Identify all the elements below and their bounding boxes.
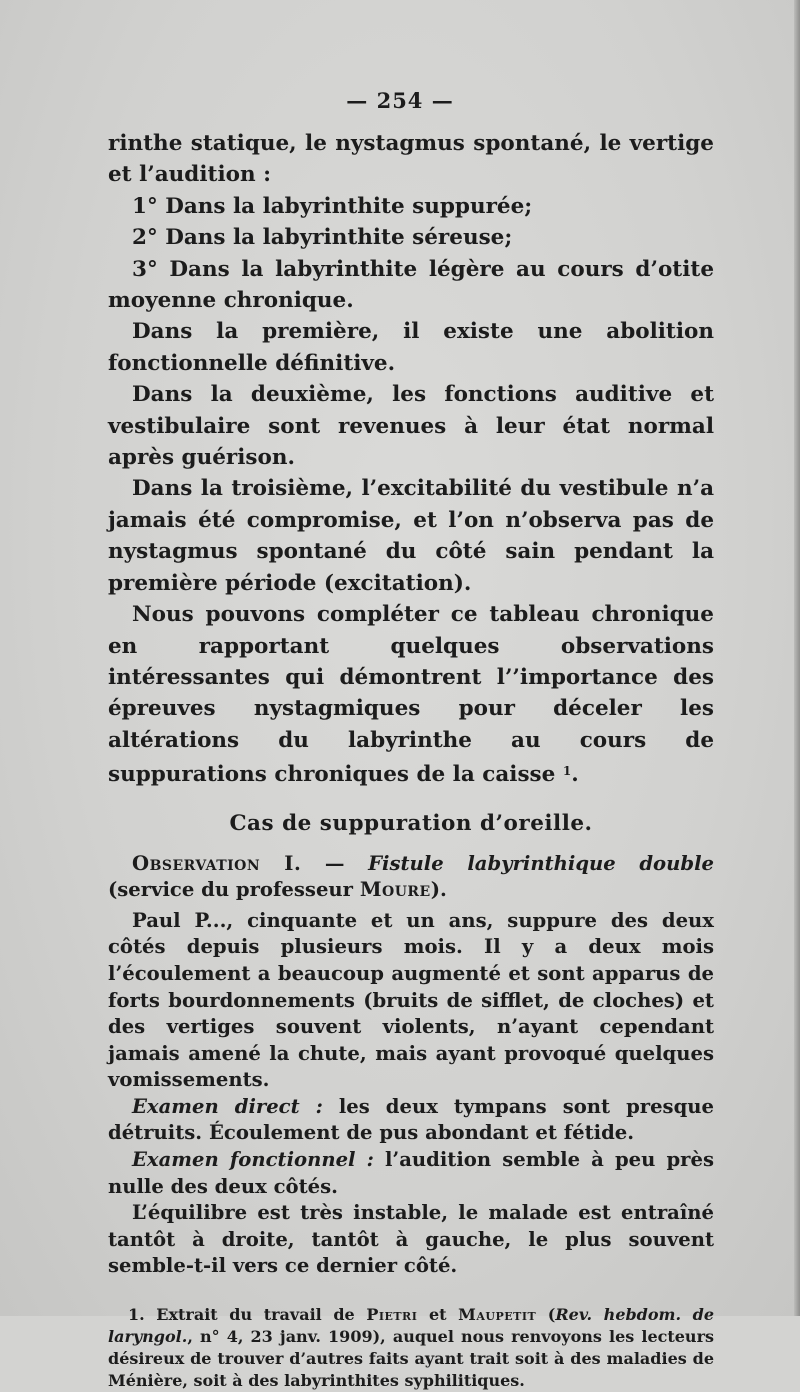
- direct-exam-text: les deux tympans sont presque détruits. Écoulement de pus abondant et fétide.: [108, 1094, 715, 1145]
- observation-patient: Paul P..., cinquante et un ans, suppure des deux côtés depuis plusieurs mois. Il y a deux mois l’écoulement a beaucoup augmenté et sont apparus de forts bourdonnements (bruits de sifflet, de cloches) et des vertiges souvent violents, n’ayant cependant jamais amené la chute, mais ayant provoqué quelques vomissements.: [108, 908, 714, 1092]
- direct-exam-label: Examen direct :: [132, 1094, 323, 1118]
- observation-heading: [108, 851, 714, 904]
- footnote-reference: 1: [562, 764, 572, 779]
- footnote-journal: Rev. hebdom. de laryngol.: [108, 1305, 715, 1347]
- observation-dash: —: [301, 851, 369, 875]
- paragraph-observations-end: .: [571, 762, 579, 788]
- observation-direct-exam: [108, 1094, 714, 1147]
- footnote-rest: , n° 4, 23 janv. 1909), auquel nous renvoyons les lecteurs désireux de trouver d’autres faits ayant trait soit à des maladies de Ménière, soit à des labyrinthites syphilitiques.: [108, 1327, 714, 1391]
- observation-balance: L’équilibre est très instable, le malade est entraîné tantôt à droite, tantôt à gauche, le plus souvent semble-t-il vers ce dernier côté.: [108, 1201, 714, 1278]
- footnote-number: 1.: [128, 1305, 145, 1325]
- paragraph-observations-text: Nous pouvons compléter ce tableau chronique en rapportant quelques observations intéressantes qui démontrent l’’importance des épreuves nystagmiques pour déceler les altérations du labyrinthe au cours de suppurations chroniques de la caisse: [108, 602, 714, 788]
- footnote-pre: Extrait du travail de: [144, 1305, 367, 1325]
- page-number: — 254 —: [346, 88, 454, 113]
- page-edge-shadow: [794, 0, 800, 1316]
- footnote-text: [108, 1304, 714, 1392]
- observation-professor: Moure: [359, 878, 431, 902]
- paragraph-second: Dans la deuxième, les fonctions auditive et vestibulaire sont revenues à leur état normal après guérison.: [108, 382, 714, 471]
- functional-exam-text: l’audition semble à peu près nulle des deux côtés.: [108, 1148, 714, 1198]
- section-title: Cas de suppuration d’oreille.: [229, 810, 593, 836]
- observation-service-pre: (service du professeur: [108, 878, 360, 902]
- paragraph-continuation: rinthe statique, le nystagmus spontané, le vertige et l’audition :: [108, 131, 714, 188]
- observation-title: Fistule labyrinthique double: [368, 851, 714, 875]
- list-item-1: 1° Dans la labyrinthite suppurée;: [132, 193, 533, 219]
- footnote-open: (: [536, 1305, 556, 1325]
- footnote: [108, 1304, 714, 1392]
- list-item-3: 3° Dans la labyrinthite légère au cours d’otite moyenne chronique.: [108, 256, 714, 314]
- list-item-2: 2° Dans la labyrinthite séreuse;: [132, 225, 513, 251]
- main-text: [108, 128, 714, 791]
- paragraph-observations: [108, 599, 714, 790]
- observation-block: [108, 851, 714, 1281]
- functional-exam-label: Examen fonctionnel :: [132, 1148, 374, 1172]
- observation-label: Observation I.: [132, 851, 302, 875]
- observation-service-post: ).: [430, 878, 447, 902]
- footnote-author-1: Pietri: [366, 1305, 418, 1325]
- paragraph-first: Dans la première, il existe une abolition fonctionnelle définitive.: [108, 319, 714, 376]
- paragraph-third: Dans la troisième, l’excitabilité du vestibule n’a jamais été compromise, et l’on n’observa pas de nystagmus spontané du côté sain pendant la première période (excitation).: [108, 476, 714, 596]
- observation-functional-exam: [108, 1147, 714, 1200]
- footnote-author-2: Maupetit: [458, 1305, 537, 1325]
- page-body: [108, 128, 714, 1392]
- footnote-and: et: [417, 1305, 459, 1325]
